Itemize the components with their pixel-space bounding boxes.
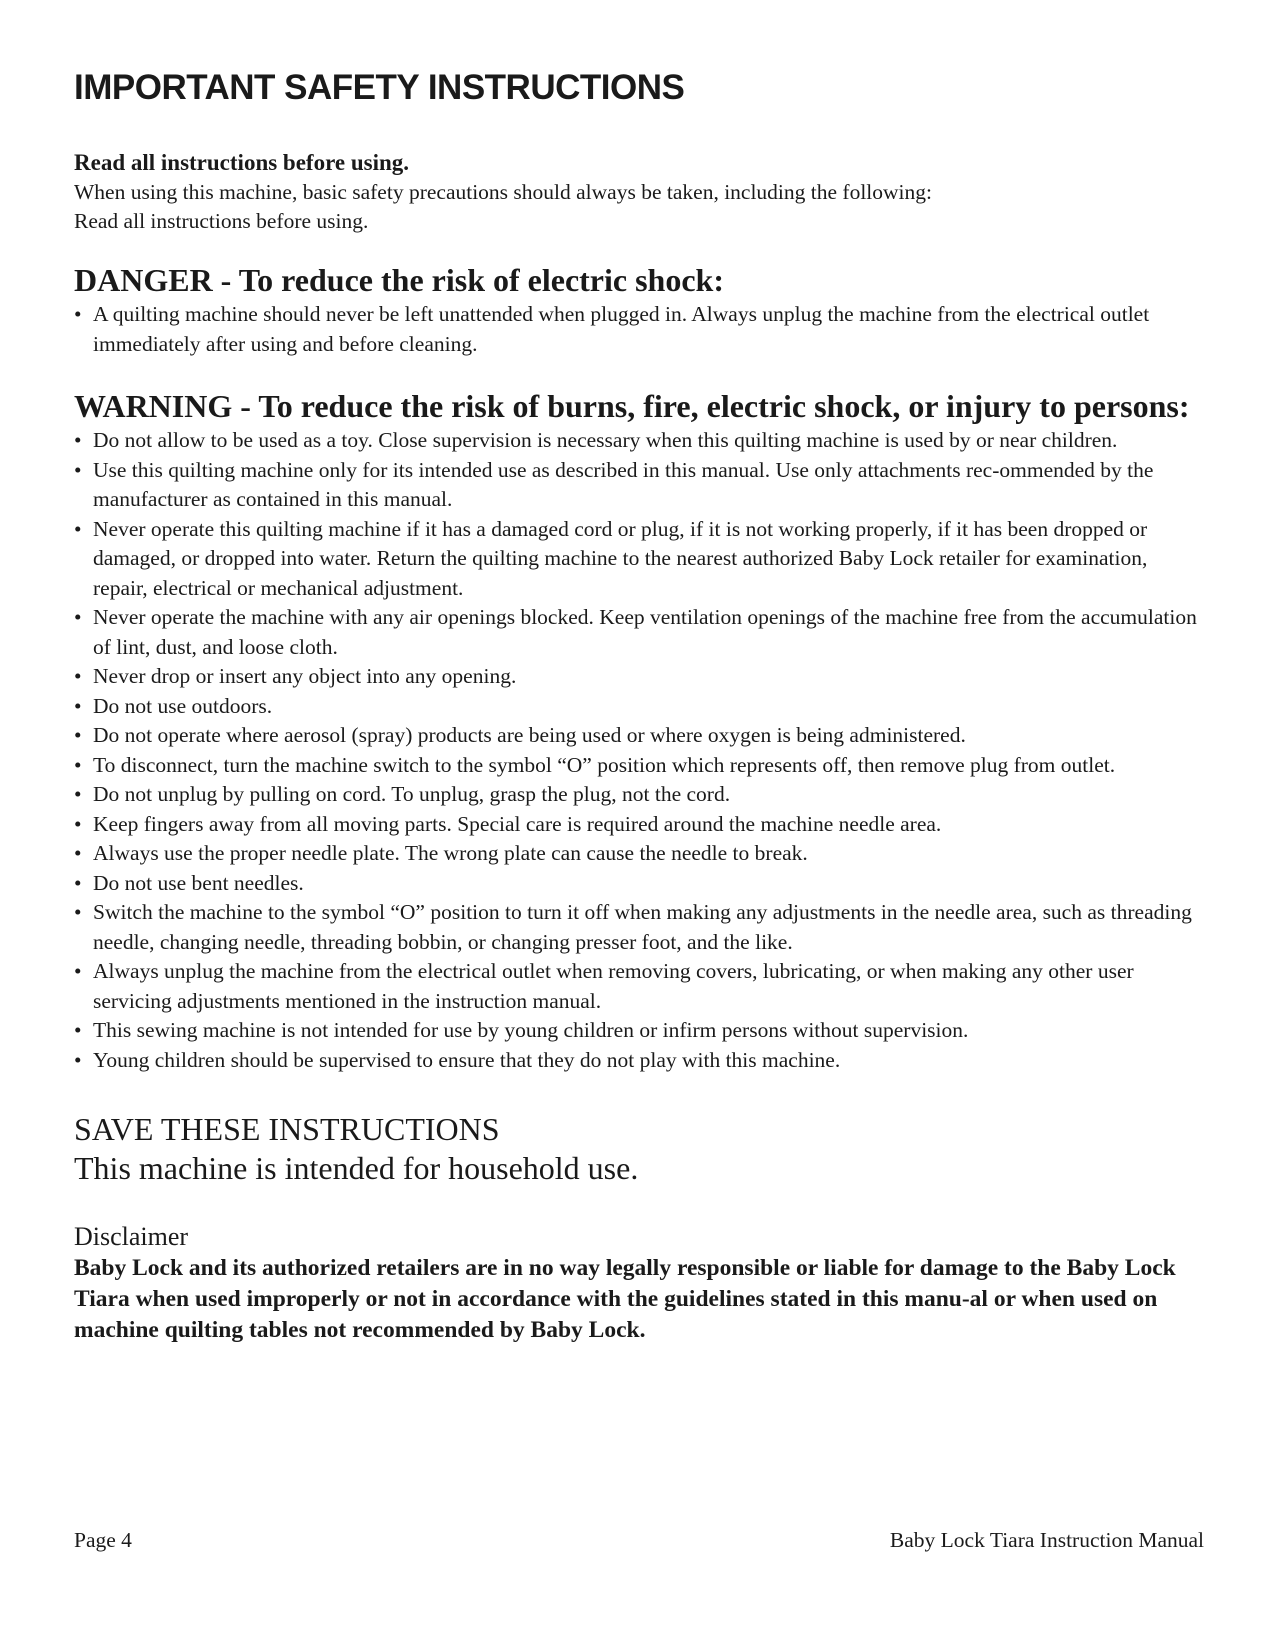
warning-list <box>74 426 1204 1075</box>
disclaimer-section <box>74 1220 1204 1346</box>
warning-item: • Do not allow to be used as a toy. Close supervision is necessary when this quilting machine is used by or near children. <box>74 426 1204 456</box>
intro-line: Read all instructions before using. <box>74 209 369 233</box>
manual-page <box>74 62 1204 1346</box>
disclaimer-body: Baby Lock and its authorized retailers are in no way legally responsible or liable for damage to the Baby Lock Tiara when used improperly or not in accordance with the guidelines stated in this manu-al or when used on machine quilting tables not recommended by Baby Lock. <box>74 1255 1176 1343</box>
page-title: IMPORTANT SAFETY INSTRUCTIONS <box>74 68 685 107</box>
warning-item: • This sewing machine is not intended for use by young children or infirm persons without supervision. <box>74 1016 1204 1046</box>
intro-lead: Read all instructions before using. <box>74 150 410 175</box>
danger-heading: DANGER - To reduce the risk of electric shock: <box>74 262 724 298</box>
warning-item: • Do not operate where aerosol (spray) products are being used or where oxygen is being administered. <box>74 721 1204 751</box>
intro-section <box>74 148 1204 236</box>
warning-item: • Keep fingers away from all moving parts. Special care is required around the machine needle area. <box>74 810 1204 840</box>
disclaimer-title: Disclaimer <box>74 1222 189 1251</box>
warning-item: • Do not use bent needles. <box>74 869 1204 899</box>
intro-line: When using this machine, basic safety precautions should always be taken, including the following: <box>74 180 933 204</box>
warning-item: • Always unplug the machine from the electrical outlet when removing covers, lubricating, or when making any other user servicing adjustments mentioned in the instruction manual. <box>74 957 1204 1016</box>
warning-item: • Use this quilting machine only for its intended use as described in this manual. Use only attachments rec-ommended by the manufacturer as contained in this manual. <box>74 456 1204 515</box>
warning-item: • To disconnect, turn the machine switch to the symbol “O” position which represents off, then remove plug from outlet. <box>74 751 1204 781</box>
warning-item: • Never operate this quilting machine if it has a damaged cord or plug, if it is not working properly, if it has been dropped or damaged, or dropped into water. Return the quilting machine to the nearest authorized Baby Lock retailer for examination, repair, electrical or mechanical adjustment. <box>74 515 1204 604</box>
warning-item: • Always use the proper needle plate. The wrong plate can cause the needle to break. <box>74 839 1204 869</box>
manual-name: Baby Lock Tiara Instruction Manual <box>889 1528 1204 1552</box>
warning-item: • Never drop or insert any object into any opening. <box>74 662 1204 692</box>
warning-item: • Young children should be supervised to ensure that they do not play with this machine. <box>74 1046 1204 1076</box>
save-instructions-section <box>74 1110 1204 1188</box>
warning-item: • Switch the machine to the symbol “O” position to turn it off when making any adjustments in the needle area, such as threading needle, changing needle, threading bobbin, or changing presser foot, and the like. <box>74 898 1204 957</box>
warning-item: • Never operate the machine with any air openings blocked. Keep ventilation openings of the machine free from the accumulation of lint, dust, and loose cloth. <box>74 603 1204 662</box>
warning-item: • Do not unplug by pulling on cord. To unplug, grasp the plug, not the cord. <box>74 780 1204 810</box>
danger-item: • A quilting machine should never be left unattended when plugged in. Always unplug the machine from the electrical outlet immediately after using and before cleaning. <box>74 300 1204 359</box>
page-number: Page 4 <box>74 1528 132 1552</box>
danger-list <box>74 300 1204 359</box>
warning-heading: WARNING - To reduce the risk of burns, fire, electric shock, or injury to persons: <box>74 388 1190 424</box>
warning-item: • Do not use outdoors. <box>74 692 1204 722</box>
save-instructions-heading: SAVE THESE INSTRUCTIONS <box>74 1111 500 1147</box>
household-use-notice: This machine is intended for household use. <box>74 1150 639 1186</box>
